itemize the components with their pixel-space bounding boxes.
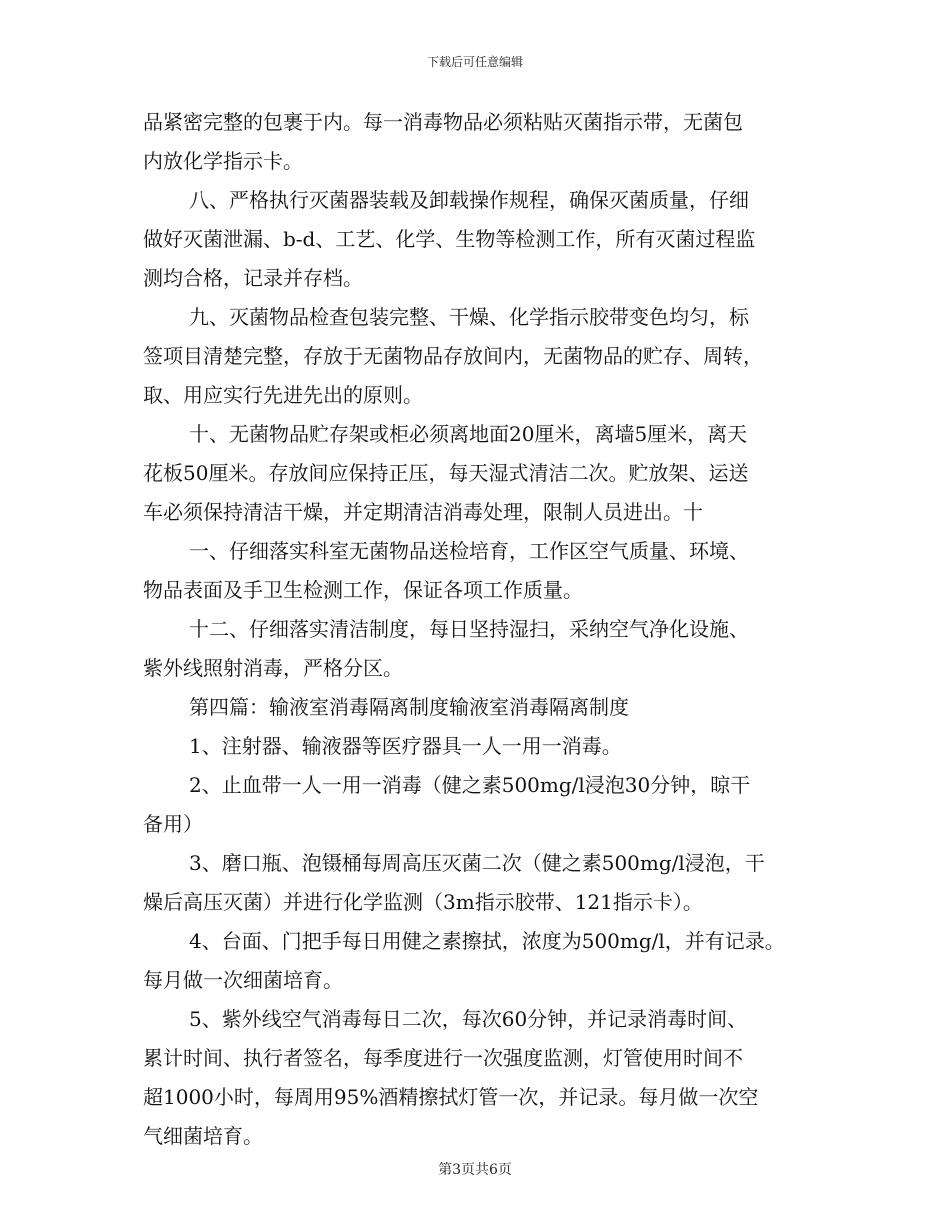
text-line: 4、台面、门把手每日用健之素擦拭，浓度为500mg/l，并有记录。 (189, 929, 785, 953)
text-line: 九、灭菌物品检查包装完整、干燥、化学指示胶带变色均匀，标 (189, 305, 749, 329)
text-line: 品紧密完整的包裹于内。每一消毒物品必须粘贴灭菌指示带，无菌包 (143, 110, 743, 134)
text-line: 八、严格执行灭菌器装载及卸载操作规程，确保灭菌质量，仔细 (189, 188, 749, 212)
text-line: 物品表面及手卫生检测工作，保证各项工作质量。 (143, 578, 583, 602)
text-line: 3、磨口瓶、泡镊桶每周高压灭菌二次（健之素500mg/l浸泡，干 (189, 851, 765, 875)
text-line: 燥后高压灭菌）并进行化学监测（3m指示胶带、121指示卡）。 (143, 890, 703, 914)
text-line: 每月做一次细菌培育。 (143, 968, 343, 992)
text-line: 第四篇：输液室消毒隔离制度输液室消毒隔离制度 (189, 695, 629, 719)
text-line: 备用） (143, 812, 203, 836)
text-line: 2、止血带一人一用一消毒（健之素500mg/l浸泡30分钟，晾干 (189, 773, 751, 797)
text-line: 测均合格，记录并存档。 (143, 266, 363, 290)
text-line: 气细菌培育。 (143, 1124, 263, 1148)
text-line: 做好灭菌泄漏、b-d、工艺、化学、生物等检测工作，所有灭菌过程监 (143, 227, 756, 251)
text-line: 5、紫外线空气消毒每日二次，每次60分钟，并记录消毒时间、 (189, 1007, 748, 1031)
page-footer: 第3页共6页 (438, 1162, 512, 1178)
page-header: 下载后可任意编辑 (426, 55, 523, 69)
text-line: 1、注射器、输液器等医疗器具一人一用一消毒。 (189, 734, 622, 758)
text-line: 内放化学指示卡。 (143, 149, 303, 173)
text-line: 十、无菌物品贮存架或柜必须离地面20厘米，离墙5厘米，离天 (189, 422, 748, 446)
text-line: 取、用应实行先进先出的原则。 (143, 383, 423, 407)
document-body (143, 103, 813, 1156)
text-line: 车必须保持清洁干燥，并定期清洁消毒处理，限制人员进出。十 (143, 500, 703, 524)
text-line: 一、仔细落实科室无菌物品送检培育，工作区空气质量、环境、 (189, 539, 749, 563)
text-line: 签项目清楚完整，存放于无菌物品存放间内，无菌物品的贮存、周转， (143, 344, 763, 368)
text-line: 十二、仔细落实清洁制度，每日坚持湿扫，采纳空气净化设施、 (189, 617, 749, 641)
text-line: 累计时间、执行者签名，每季度进行一次强度监测，灯管使用时间不 (143, 1046, 743, 1070)
text-line: 紫外线照射消毒，严格分区。 (143, 656, 403, 680)
text-line: 超1000小时，每周用95%酒精擦拭灯管一次，并记录。每月做一次空 (143, 1085, 759, 1109)
text-line: 花板50厘米。存放间应保持正压，每天湿式清洁二次。贮放架、运送 (143, 461, 749, 485)
